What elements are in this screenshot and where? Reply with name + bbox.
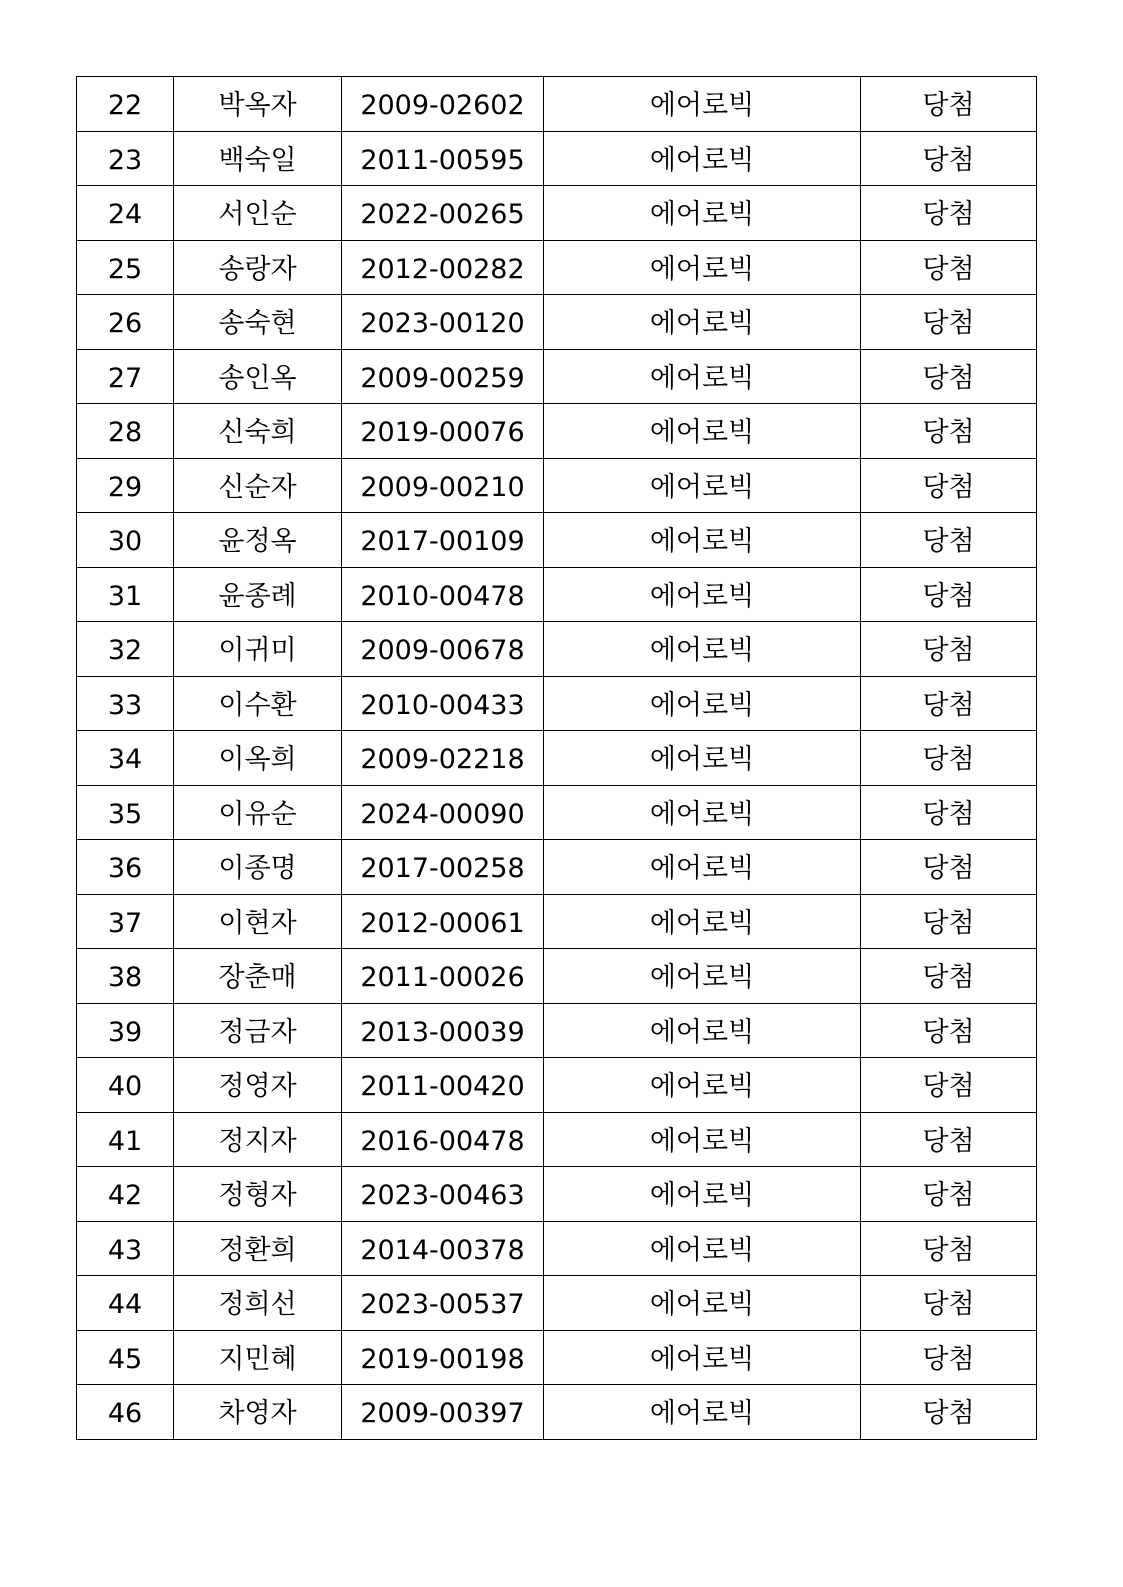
row-number-cell: 42 xyxy=(77,1167,174,1222)
member-id-cell: 2009-02218 xyxy=(342,731,544,786)
member-id-cell: 2017-00109 xyxy=(342,513,544,568)
table-row xyxy=(77,1276,1037,1331)
row-number-cell: 45 xyxy=(77,1330,174,1385)
program-cell: 에어로빅 xyxy=(544,622,861,677)
result-cell: 당첨 xyxy=(861,1003,1037,1058)
table-row xyxy=(77,731,1037,786)
table-row xyxy=(77,949,1037,1004)
table-row xyxy=(77,513,1037,568)
program-cell: 에어로빅 xyxy=(544,131,861,186)
result-cell: 당첨 xyxy=(861,1112,1037,1167)
name-cell: 정금자 xyxy=(174,1003,342,1058)
member-id-cell: 2017-00258 xyxy=(342,840,544,895)
name-cell: 이종명 xyxy=(174,840,342,895)
name-cell: 이귀미 xyxy=(174,622,342,677)
member-id-cell: 2013-00039 xyxy=(342,1003,544,1058)
program-cell: 에어로빅 xyxy=(544,949,861,1004)
row-number-cell: 23 xyxy=(77,131,174,186)
member-id-cell: 2011-00026 xyxy=(342,949,544,1004)
result-cell: 당첨 xyxy=(861,949,1037,1004)
member-id-cell: 2023-00537 xyxy=(342,1276,544,1331)
member-id-cell: 2009-02602 xyxy=(342,77,544,132)
result-cell: 당첨 xyxy=(861,186,1037,241)
result-cell: 당첨 xyxy=(861,131,1037,186)
row-number-cell: 34 xyxy=(77,731,174,786)
row-number-cell: 32 xyxy=(77,622,174,677)
member-id-cell: 2024-00090 xyxy=(342,785,544,840)
result-cell: 당첨 xyxy=(861,840,1037,895)
program-cell: 에어로빅 xyxy=(544,404,861,459)
program-cell: 에어로빅 xyxy=(544,1221,861,1276)
name-cell: 정희선 xyxy=(174,1276,342,1331)
name-cell: 송인옥 xyxy=(174,349,342,404)
member-id-cell: 2019-00198 xyxy=(342,1330,544,1385)
member-id-cell: 2016-00478 xyxy=(342,1112,544,1167)
program-cell: 에어로빅 xyxy=(544,1167,861,1222)
program-cell: 에어로빅 xyxy=(544,1003,861,1058)
name-cell: 정영자 xyxy=(174,1058,342,1113)
member-id-cell: 2011-00595 xyxy=(342,131,544,186)
row-number-cell: 41 xyxy=(77,1112,174,1167)
program-cell: 에어로빅 xyxy=(544,513,861,568)
table-row xyxy=(77,77,1037,132)
row-number-cell: 44 xyxy=(77,1276,174,1331)
program-cell: 에어로빅 xyxy=(544,186,861,241)
program-cell: 에어로빅 xyxy=(544,349,861,404)
table-row xyxy=(77,131,1037,186)
program-cell: 에어로빅 xyxy=(544,458,861,513)
name-cell: 신숙희 xyxy=(174,404,342,459)
result-cell: 당첨 xyxy=(861,894,1037,949)
table-row xyxy=(77,1167,1037,1222)
program-cell: 에어로빅 xyxy=(544,676,861,731)
result-cell: 당첨 xyxy=(861,240,1037,295)
name-cell: 지민혜 xyxy=(174,1330,342,1385)
winners-table xyxy=(76,76,1037,1440)
member-id-cell: 2010-00433 xyxy=(342,676,544,731)
name-cell: 이현자 xyxy=(174,894,342,949)
program-cell: 에어로빅 xyxy=(544,1276,861,1331)
member-id-cell: 2022-00265 xyxy=(342,186,544,241)
row-number-cell: 24 xyxy=(77,186,174,241)
program-cell: 에어로빅 xyxy=(544,1112,861,1167)
program-cell: 에어로빅 xyxy=(544,731,861,786)
row-number-cell: 30 xyxy=(77,513,174,568)
row-number-cell: 26 xyxy=(77,295,174,350)
row-number-cell: 36 xyxy=(77,840,174,895)
name-cell: 송랑자 xyxy=(174,240,342,295)
table-row xyxy=(77,894,1037,949)
row-number-cell: 28 xyxy=(77,404,174,459)
result-cell: 당첨 xyxy=(861,458,1037,513)
name-cell: 신순자 xyxy=(174,458,342,513)
name-cell: 이수환 xyxy=(174,676,342,731)
table-row xyxy=(77,404,1037,459)
result-cell: 당첨 xyxy=(861,1330,1037,1385)
table-row xyxy=(77,295,1037,350)
table-row xyxy=(77,676,1037,731)
program-cell: 에어로빅 xyxy=(544,785,861,840)
name-cell: 백숙일 xyxy=(174,131,342,186)
table-row xyxy=(77,1385,1037,1440)
table-row xyxy=(77,785,1037,840)
name-cell: 박옥자 xyxy=(174,77,342,132)
result-cell: 당첨 xyxy=(861,1058,1037,1113)
program-cell: 에어로빅 xyxy=(544,77,861,132)
name-cell: 차영자 xyxy=(174,1385,342,1440)
name-cell: 서인순 xyxy=(174,186,342,241)
program-cell: 에어로빅 xyxy=(544,1058,861,1113)
name-cell: 윤정옥 xyxy=(174,513,342,568)
row-number-cell: 43 xyxy=(77,1221,174,1276)
result-cell: 당첨 xyxy=(861,295,1037,350)
name-cell: 윤종례 xyxy=(174,567,342,622)
row-number-cell: 46 xyxy=(77,1385,174,1440)
row-number-cell: 25 xyxy=(77,240,174,295)
table-row xyxy=(77,567,1037,622)
row-number-cell: 35 xyxy=(77,785,174,840)
result-cell: 당첨 xyxy=(861,731,1037,786)
table-row xyxy=(77,840,1037,895)
row-number-cell: 27 xyxy=(77,349,174,404)
table-row xyxy=(77,186,1037,241)
table-row xyxy=(77,1058,1037,1113)
member-id-cell: 2009-00397 xyxy=(342,1385,544,1440)
result-cell: 당첨 xyxy=(861,513,1037,568)
name-cell: 정환희 xyxy=(174,1221,342,1276)
row-number-cell: 31 xyxy=(77,567,174,622)
program-cell: 에어로빅 xyxy=(544,295,861,350)
name-cell: 장춘매 xyxy=(174,949,342,1004)
member-id-cell: 2014-00378 xyxy=(342,1221,544,1276)
member-id-cell: 2009-00210 xyxy=(342,458,544,513)
program-cell: 에어로빅 xyxy=(544,894,861,949)
table-row xyxy=(77,349,1037,404)
result-cell: 당첨 xyxy=(861,349,1037,404)
member-id-cell: 2019-00076 xyxy=(342,404,544,459)
row-number-cell: 38 xyxy=(77,949,174,1004)
row-number-cell: 39 xyxy=(77,1003,174,1058)
member-id-cell: 2023-00463 xyxy=(342,1167,544,1222)
program-cell: 에어로빅 xyxy=(544,240,861,295)
table-row xyxy=(77,1003,1037,1058)
result-cell: 당첨 xyxy=(861,77,1037,132)
result-cell: 당첨 xyxy=(861,622,1037,677)
table-row xyxy=(77,458,1037,513)
program-cell: 에어로빅 xyxy=(544,1385,861,1440)
result-cell: 당첨 xyxy=(861,567,1037,622)
name-cell: 송숙현 xyxy=(174,295,342,350)
row-number-cell: 29 xyxy=(77,458,174,513)
result-cell: 당첨 xyxy=(861,1385,1037,1440)
result-cell: 당첨 xyxy=(861,785,1037,840)
result-cell: 당첨 xyxy=(861,1276,1037,1331)
name-cell: 정형자 xyxy=(174,1167,342,1222)
result-cell: 당첨 xyxy=(861,676,1037,731)
row-number-cell: 37 xyxy=(77,894,174,949)
result-cell: 당첨 xyxy=(861,1167,1037,1222)
result-cell: 당첨 xyxy=(861,404,1037,459)
member-id-cell: 2012-00061 xyxy=(342,894,544,949)
row-number-cell: 22 xyxy=(77,77,174,132)
winners-table-body xyxy=(77,77,1037,1440)
member-id-cell: 2012-00282 xyxy=(342,240,544,295)
program-cell: 에어로빅 xyxy=(544,1330,861,1385)
table-row xyxy=(77,622,1037,677)
member-id-cell: 2023-00120 xyxy=(342,295,544,350)
member-id-cell: 2009-00259 xyxy=(342,349,544,404)
name-cell: 이유순 xyxy=(174,785,342,840)
member-id-cell: 2010-00478 xyxy=(342,567,544,622)
name-cell: 정지자 xyxy=(174,1112,342,1167)
member-id-cell: 2011-00420 xyxy=(342,1058,544,1113)
table-row xyxy=(77,1330,1037,1385)
result-cell: 당첨 xyxy=(861,1221,1037,1276)
program-cell: 에어로빅 xyxy=(544,567,861,622)
table-row xyxy=(77,1221,1037,1276)
row-number-cell: 40 xyxy=(77,1058,174,1113)
table-row xyxy=(77,240,1037,295)
name-cell: 이옥희 xyxy=(174,731,342,786)
program-cell: 에어로빅 xyxy=(544,840,861,895)
member-id-cell: 2009-00678 xyxy=(342,622,544,677)
row-number-cell: 33 xyxy=(77,676,174,731)
table-row xyxy=(77,1112,1037,1167)
